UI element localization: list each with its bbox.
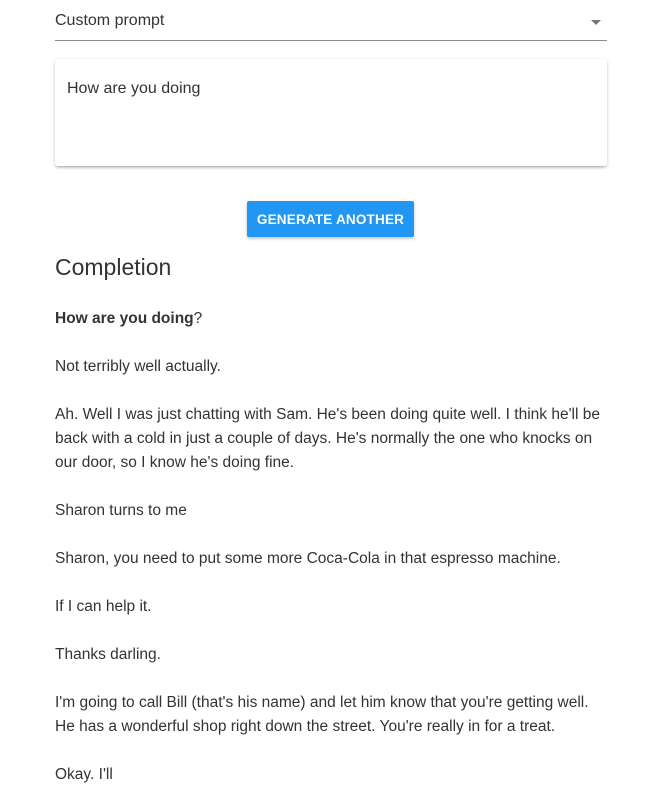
main-content bbox=[55, 0, 607, 783]
completion-paragraph bbox=[55, 307, 611, 331]
prompt-select-value: Custom prompt bbox=[55, 12, 165, 29]
completion-heading: Completion bbox=[55, 254, 172, 280]
completion-paragraph: Okay. I'll bbox=[55, 766, 113, 783]
prompt-card bbox=[55, 59, 607, 166]
completion-paragraph: Ah. Well I was just chatting with Sam. He's been doing quite well. I think he'll be back with a cold in just a couple of days. He's normally the one who knocks on our door, so I know he's doing fine. bbox=[55, 406, 600, 471]
prompt-select[interactable] bbox=[55, 0, 607, 41]
completion-prompt-echo: How are you doing bbox=[55, 310, 194, 327]
completion-text bbox=[55, 307, 611, 811]
dropdown-arrow-icon[interactable] bbox=[591, 20, 601, 25]
generate-another-button[interactable]: GENERATE ANOTHER bbox=[247, 201, 414, 237]
completion-paragraph: Thanks darling. bbox=[55, 646, 161, 663]
completion-paragraph: Sharon turns to me bbox=[55, 502, 187, 519]
completion-paragraph: Not terribly well actually. bbox=[55, 358, 221, 375]
prompt-input[interactable]: How are you doing bbox=[67, 80, 201, 97]
completion-paragraph: Sharon, you need to put some more Coca-Cola in that espresso machine. bbox=[55, 550, 561, 567]
completion-prompt-suffix: ? bbox=[193, 310, 203, 327]
completion-paragraph: I'm going to call Bill (that's his name) and let him know that you're getting well. He has a wonderful shop right down the street. You're really in for a treat. bbox=[55, 694, 589, 735]
completion-paragraph: If I can help it. bbox=[55, 598, 152, 615]
